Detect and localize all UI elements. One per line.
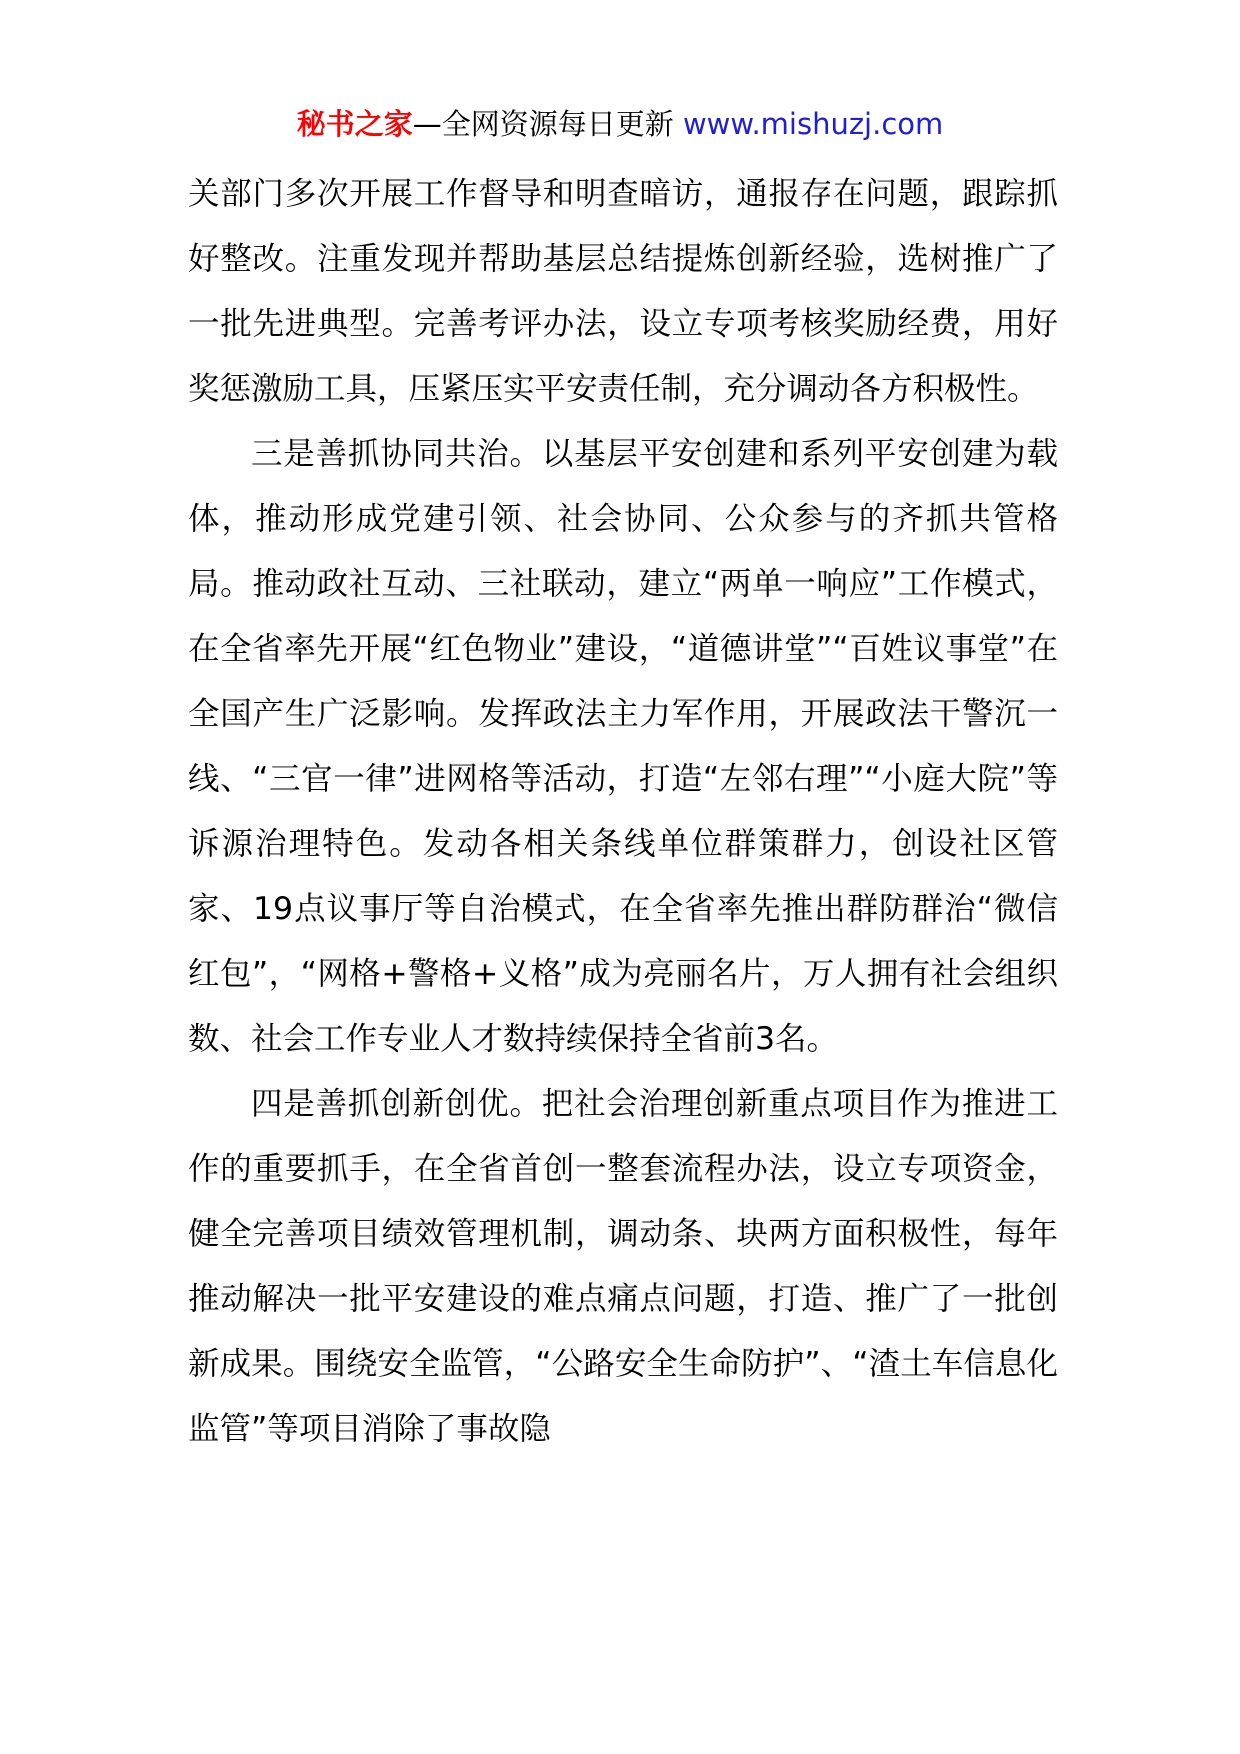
page-header: [0, 104, 1240, 144]
site-tagline: —全网资源每日更新: [412, 107, 683, 141]
site-brand: 秘书之家: [296, 107, 413, 141]
site-url-link[interactable]: www.mishuzj.com: [682, 107, 944, 141]
paragraph-innovation: 四是善抓创新创优。把社会治理创新重点项目作为推进工作的重要抓手，在全省首创一整套流程办法，设立专项资金，健全完善项目绩效管理机制，调动条、块两方面积极性，每年推动解决一批平安建设的难点痛点问题，打造、推广了一批创新成果。围绕安全监管，“公路安全生命防护”、“渣土车信息化监管”等项目消除了事故隐: [188, 1086, 1058, 1447]
paragraph-collaborative-governance: 三是善抓协同共治。以基层平安创建和系列平安创建为载体，推动形成党建引领、社会协同、公众参与的齐抓共管格局。推动政社互动、三社联动，建立“两单一响应”工作模式，在全省率先开展“红色物业”建设，“道德讲堂”“百姓议事堂”在全国产生广泛影响。发挥政法主力军作用，开展政法干警沉一线、“三官一律”进网格等活动，打造“左邻右理”“小庭大院”等诉源治理特色。发动各相关条线单位群策群力，创设社区管家、19点议事厅等自治模式，在全省率先推出群防群治“微信红包”，“网格+警格+义格”成为亮丽名片，万人拥有社会组织数、社会工作专业人才数持续保持全省前3名。: [188, 436, 1058, 1057]
document-body: [188, 162, 1058, 1462]
paragraph-continuation: 关部门多次开展工作督导和明查暗访，通报存在问题，跟踪抓好整改。注重发现并帮助基层总结提炼创新经验，选树推广了一批先进典型。完善考评办法，设立专项考核奖励经费，用好奖惩激励工具，压紧压实平安责任制，充分调动各方积极性。: [188, 176, 1058, 407]
